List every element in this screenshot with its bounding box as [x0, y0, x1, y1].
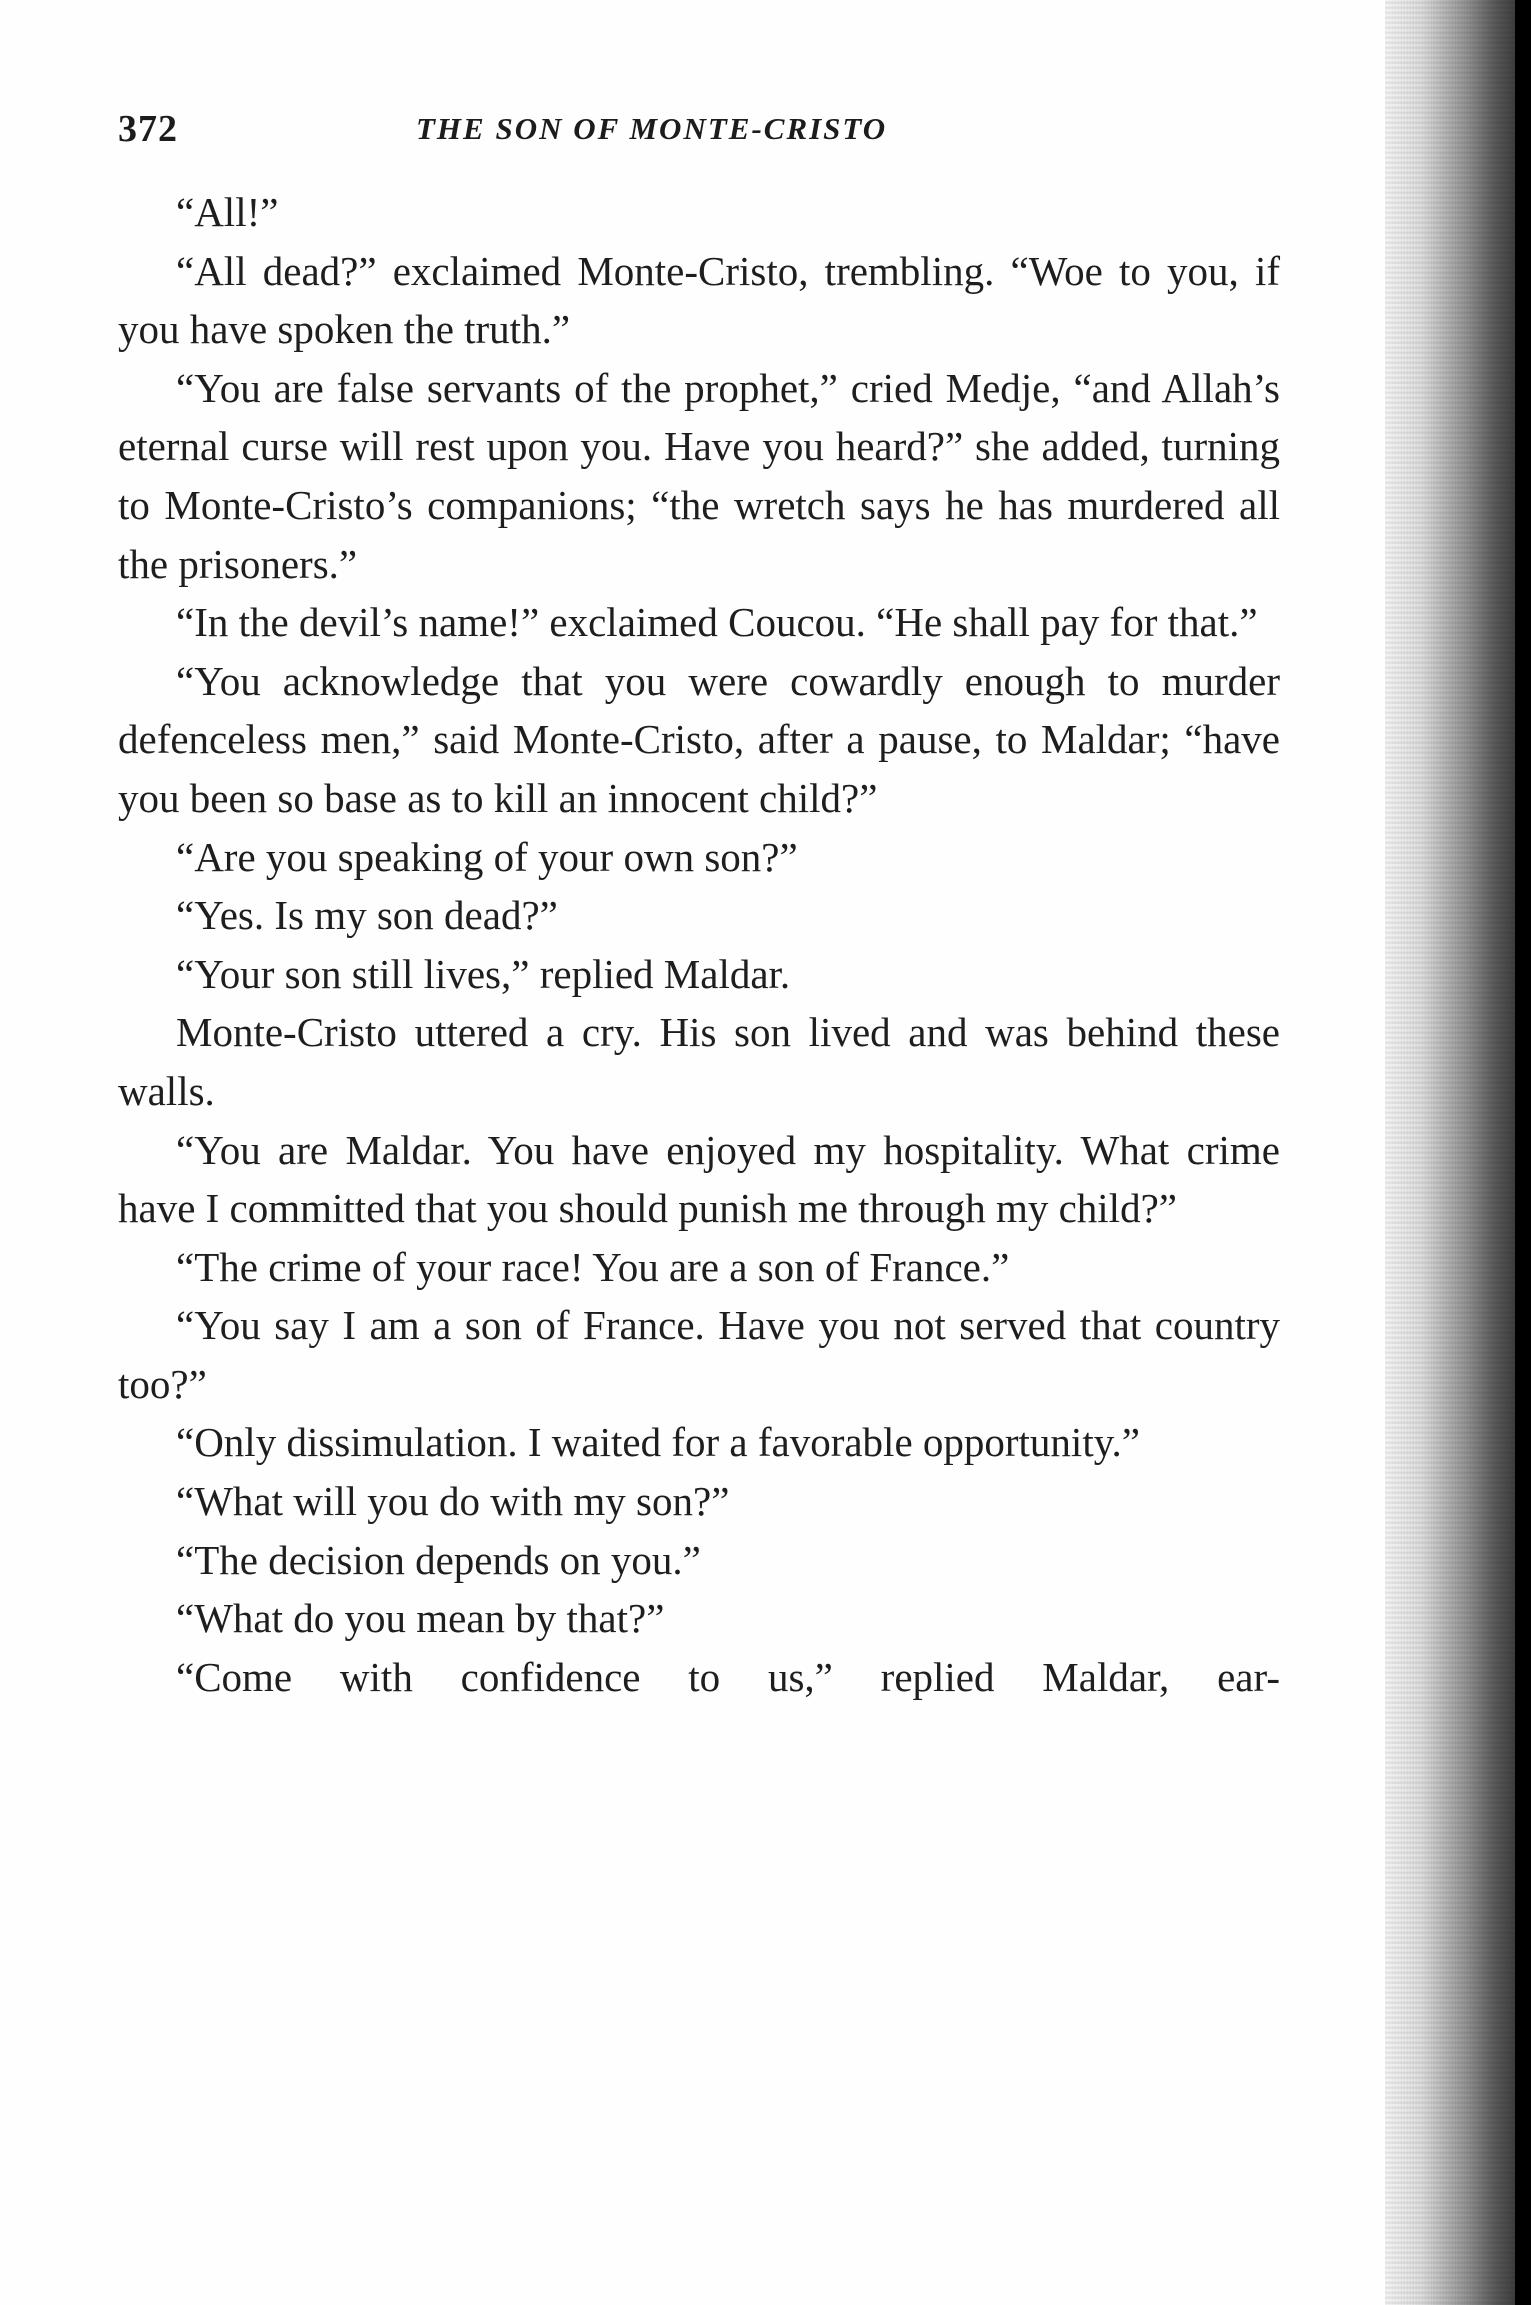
- page-header: [118, 105, 1278, 165]
- paragraph: “All dead?” exclaimed Monte-Cristo, trembling. “Woe to you, if you have spoken the truth.”: [118, 247, 1280, 353]
- paragraph: “In the devil’s name!” exclaimed Coucou. “He shall pay for that.”: [176, 599, 1258, 646]
- body-text: [118, 183, 1280, 1706]
- paragraph: “The crime of your race! You are a son of France.”: [176, 1243, 1010, 1290]
- page-fore-edge: [1385, 0, 1531, 2305]
- paragraph: “You are Maldar. You have enjoyed my hospitality. What crime have I committed that you should punish me through my child?”: [118, 1126, 1280, 1232]
- paragraph: “What do you mean by that?”: [176, 1595, 665, 1642]
- paragraph: “You are false servants of the prophet,” cried Medje, “and Allah’s eternal curse will rest upon you. Have you heard?” she added, turning to Monte-Cristo’s companions; “the wretch says he has murdered all the prisoners.”: [118, 364, 1280, 587]
- paragraph: “Only dissimulation. I waited for a favorable opportunity.”: [176, 1419, 1141, 1466]
- paragraph: “Yes. Is my son dead?”: [176, 892, 558, 939]
- paragraph: “Your son still lives,” replied Maldar.: [176, 950, 791, 997]
- paragraph: Monte-Cristo uttered a cry. His son lived and was behind these walls.: [118, 1009, 1280, 1114]
- paragraph: “Are you speaking of your own son?”: [176, 833, 798, 880]
- paragraph: “The decision depends on you.”: [176, 1536, 701, 1583]
- running-title: THE SON OF MONTE-CRISTO: [416, 111, 888, 146]
- paragraph: “Come with confidence to us,” replied Maldar, ear-: [176, 1653, 1280, 1700]
- paragraph: “All!”: [176, 189, 279, 235]
- paragraph: “What will you do with my son?”: [176, 1478, 730, 1525]
- page-number: 372: [118, 108, 178, 150]
- paragraph: “You acknowledge that you were cowardly enough to murder defenceless men,” said Monte-Cristo, after a pause, to Maldar; “have you been so base as to kill an innocent child?”: [118, 657, 1280, 821]
- paragraph: “You say I am a son of France. Have you not served that country too?”: [118, 1302, 1280, 1407]
- binding-shadow: [1515, 0, 1531, 2305]
